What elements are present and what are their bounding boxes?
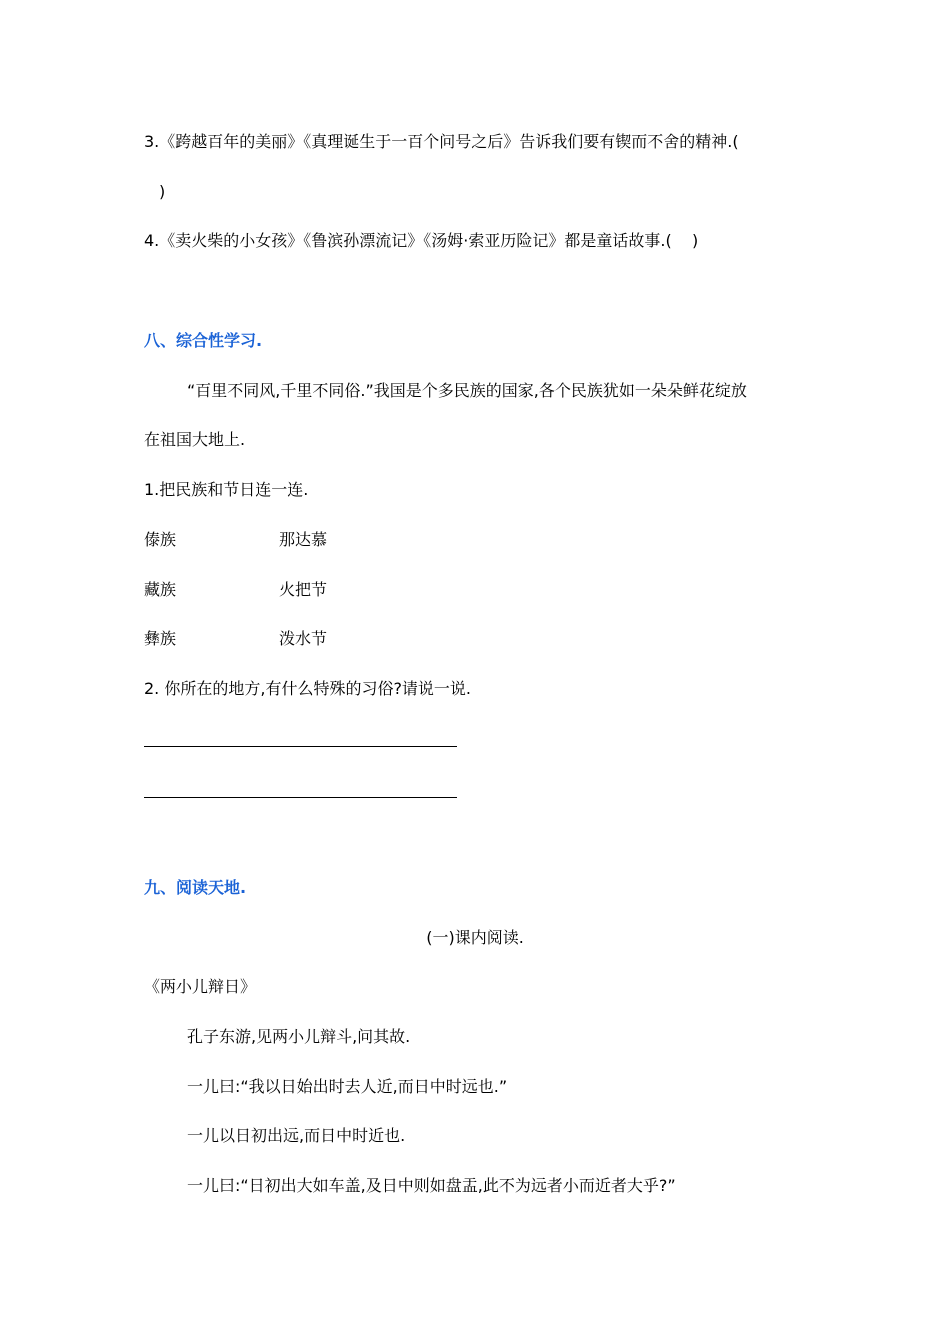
judgment-item-3-line-2: )	[159, 182, 166, 201]
festival: 火把节	[279, 580, 328, 599]
section-9-title: 九、阅读天地.	[144, 878, 247, 897]
section-8-title: 八、综合性学习.	[144, 331, 263, 350]
section-8-intro-line-2: 在祖国大地上.	[144, 430, 246, 449]
passage-paragraph: 孔子东游,见两小儿辩斗,问其故.	[187, 1027, 411, 1046]
ethnic-group: 彝族	[144, 629, 177, 648]
festival: 泼水节	[279, 629, 328, 648]
judgment-item-4: 4.《卖火柴的小女孩》《鲁滨孙漂流记》《汤姆·索亚历险记》都是童话故事.( )	[144, 231, 699, 250]
answer-line-2[interactable]	[144, 797, 457, 798]
festival: 那达慕	[279, 530, 328, 549]
judgment-item-3-line-1: 3.《跨越百年的美丽》《真理诞生于一百个问号之后》告诉我们要有锲而不舍的精神.(	[144, 132, 739, 151]
section-8-question-1: 1.把民族和节日连一连.	[144, 480, 309, 499]
ethnic-group: 藏族	[144, 580, 177, 599]
ethnic-group: 傣族	[144, 530, 177, 549]
passage-title: 《两小儿辩日》	[144, 977, 257, 996]
section-8-intro-line-1: “百里不同风,千里不同俗.”我国是个多民族的国家,各个民族犹如一朵朵鲜花绽放	[187, 381, 747, 400]
passage-paragraph: 一儿曰:“我以日始出时去人近,而日中时远也.”	[187, 1077, 508, 1096]
passage-paragraph: 一儿曰:“日初出大如车盖,及日中则如盘盂,此不为远者小而近者大乎?”	[187, 1176, 676, 1195]
section-9-subtitle: (一)课内阅读.	[426, 928, 524, 947]
passage-paragraph: 一儿以日初出远,而日中时近也.	[187, 1126, 406, 1145]
section-8-question-2: 2. 你所在的地方,有什么特殊的习俗?请说一说.	[144, 679, 472, 698]
answer-line-1[interactable]	[144, 746, 457, 747]
